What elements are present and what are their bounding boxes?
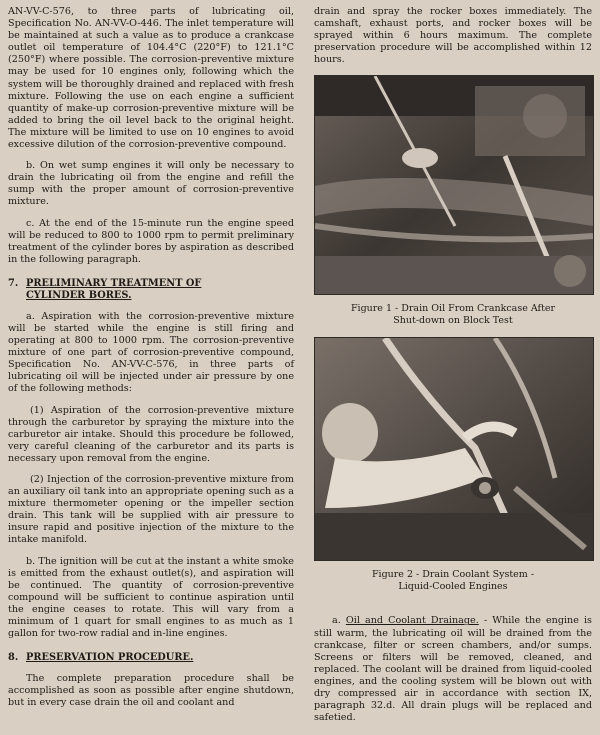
section-7-heading [8,278,294,302]
section-title-line1: PRELIMINARY TREATMENT OF [26,277,202,289]
figure-1-photo [314,75,594,295]
figure-1-caption-line2: Shut-down on Block Test [393,315,513,327]
section-number: 7. [8,277,19,289]
paragraph-oil-temperature: AN-VV-C-576, to three parts of lubricating oil, Specification No. AN-VV-O-446. The inlet temperature will be maintained at such a value as to produce a crankcase outlet oil temperature of 104.4°C (220°F) to 121.1°C (250°F) where possible. The corrosion-preventive mixture may be used for 10 engines only, following which the system will be thoroughly drained and replaced with fresh mixture. Following the use on each engine a sufficient quantity of make-up corrosion-preventive mixture will be added to bring the oil level back to the original height. The mixture will be limited to use on 10 engines to avoid excessive dilution of the corrosion-preventive compound. [8,6,294,151]
figure-1-caption-line1: Figure 1 - Drain Oil From Crankcase After [350,303,556,315]
right-column [314,6,592,733]
paragraph-wet-sump: b. On wet sump engines it will only be necessary to drain the lubricating oil from the engine and refill the sump with the proper amount of corrosion-preventive mixture. [8,160,294,208]
paragraph-title: Oil and Coolant Drainage. [345,615,479,627]
paragraph-ignition-cut: b. The ignition will be cut at the instant a white smoke is emitted from the exhaust outlet(s), and aspiration will be continued. The quantity of corrosion-preventive compound will be sufficient to continue aspiration until the engine ceases to rotate. This will vary from a minimum of 1 quart for small engines to as much as 1 gallon for two-row radial and in-line engines. [8,555,294,640]
coolant-drain-photo [315,338,593,560]
figure-2-caption-line2: Liquid-Cooled Engines [398,581,508,593]
section-number: 8. [8,652,19,664]
paragraph-oil-coolant-drainage [314,615,592,724]
figure-2-caption-line1: Figure 2 - Drain Coolant System - [371,569,535,581]
paragraph-engine-speed: c. At the end of the 15-minute run the engine speed will be reduced to 800 to 1000 rpm to permit preliminary treatment of the cylinder bores by aspiration as described in the following paragraph. [8,217,294,265]
section-8-heading [8,652,294,664]
figure-2-photo [314,337,594,561]
section-title-line2: CYLINDER BORES. [26,289,132,301]
paragraph-method-2: (2) Injection of the corrosion-preventive mixture from an auxiliary oil tank into an appropriate opening such as a mixture thermometer opening or the impeller section drain. This tank will be supplied with air pressure to insure rapid and positive injection of the mixture to the intake manifold. [8,474,294,546]
paragraph-aspiration: a. Aspiration with the corrosion-preventive mixture will be started while the engine is still firing and operating at 800 to 1000 rpm. The corrosion-preventive mixture of one part of corrosion-preventive compound, Specification No. AN-VV-C-576, in three parts of lubricating oil will be injected under air pressure by one of the following methods: [8,310,294,395]
figure-2-caption [314,569,592,593]
figure-1-caption [314,303,592,327]
engine-crankcase-photo [315,76,593,294]
paragraph-label: a. [332,615,341,627]
section-title: PRESERVATION PROCEDURE. [26,652,194,664]
left-column [8,6,294,719]
paragraph-method-1: (1) Aspiration of the corrosion-preventive mixture through the carburetor by spraying the mixture into the carburetor air intake. Should this procedure be followed, very careful cleaning of the carburetor and its parts is necessary upon removal from the engine. [8,404,294,464]
paragraph-preservation: The complete preparation procedure shall be accomplished as soon as possible after engine shutdown, but in every case drain the oil and coolant and [8,673,294,709]
paragraph-body: - While the engine is still warm, the lubricating oil will be drained from the crankcase, filter or screen chambers, and/or sumps. Screens or filters will be removed, cleaned, and replaced. The coolant will be drained from liquid-cooled engines, and the cooling system will be blown out with dry compressed air in accordance with section IX, paragraph 32.d. All drain plugs will be replaced and safetied. [314,615,592,724]
paragraph-rocker-boxes: drain and spray the rocker boxes immediately. The camshaft, exhaust ports, and rocker boxes will be sprayed within 6 hours maximum. The complete preservation procedure will be accomplished within 12 hours. [314,6,592,66]
